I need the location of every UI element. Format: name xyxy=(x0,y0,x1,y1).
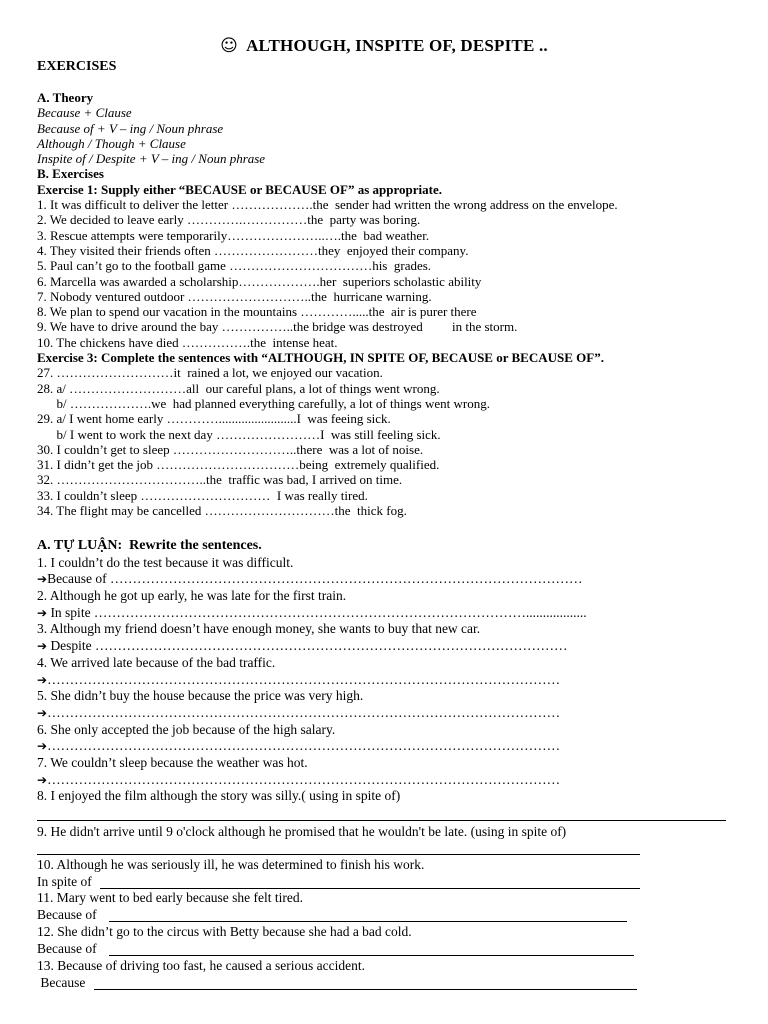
exercises-section-heading: B. Exercises xyxy=(37,166,104,182)
theory-rule: Inspite of / Despite + V – ing / Noun phrase xyxy=(37,151,266,167)
theory-heading: A. Theory xyxy=(37,90,94,105)
exercise1-item: 8. We plan to spend our vacation in the mountains ………….....the air is purer there xyxy=(37,304,477,320)
exercise3-item: 33. I couldn’t sleep ………………………… I was really tired. xyxy=(37,487,368,503)
answer-rule[interactable] xyxy=(100,888,640,889)
exercise1-item: 7. Nobody ventured outdoor ………………………..the hurricane warning. xyxy=(37,288,432,304)
answer-line[interactable] xyxy=(37,605,737,622)
smiley-icon: ☺ xyxy=(220,36,239,56)
rewrite-section-continued xyxy=(37,924,737,957)
answer-prefix: In spite of xyxy=(37,873,92,889)
exercise3-item: 30. I couldn’t get to sleep ………………………..there was a lot of noise. xyxy=(37,441,424,457)
right-arrow-icon: ➔ xyxy=(37,672,48,687)
answer-line[interactable] xyxy=(37,638,737,655)
rewrite-question: 12. She didn’t go to the circus with Betty because she had a bad cold. xyxy=(37,924,412,939)
exercise3-item: 31. I didn’t get the job ……………………………being extremely qualified. xyxy=(37,457,440,473)
rewrite-question: 7. We couldn’t sleep because the weather was hot. xyxy=(37,754,308,770)
rewrite-question: 6. She only accepted the job because of the high salary. xyxy=(37,721,336,737)
exercise1-item: 6. Marcella was awarded a scholarship……………….her superiors scholastic ability xyxy=(37,273,482,289)
title-text: ALTHOUGH, INSPITE OF, DESPITE .. xyxy=(246,36,548,55)
rewrite-question: 13. Because of driving too fast, he caused a serious accident. xyxy=(37,958,366,973)
answer-prefix: Because of xyxy=(37,940,100,956)
answer-rule[interactable] xyxy=(109,921,627,922)
right-arrow-icon: ➔ xyxy=(37,739,48,754)
rewrite-question: 5. She didn’t buy the house because the price was very high. xyxy=(37,688,364,704)
exercise1-item: 2. We decided to leave early ………….……………the party was boring. xyxy=(37,212,421,228)
answer-line[interactable] xyxy=(37,772,737,789)
exercise3-item: b/ ……………….we had planned everything carefully, a lot of things went wrong. xyxy=(37,395,490,411)
answer-text: …………………………………………………………………………………………………… xyxy=(47,738,561,754)
page-title xyxy=(0,36,768,56)
exercise1-item: 10. The chickens have died …………….the intense heat. xyxy=(37,334,338,350)
rewrite-question: 11. Mary went to bed early because she felt tired. xyxy=(37,890,304,905)
right-arrow-icon: ➔ xyxy=(37,572,48,587)
rewrite-question: 3. Although my friend doesn’t have enough money, she wants to buy that new car. xyxy=(37,621,481,637)
exercise3-item: 34. The flight may be cancelled …………………………the thick fog. xyxy=(37,503,407,519)
rewrite-question: 9. He didn't arrive until 9 o'clock although he promised that he wouldn't be late. (using in spite of) xyxy=(37,824,567,839)
theory-and-exercises xyxy=(37,58,737,518)
answer-text: …………………………………………………………………………………………………… xyxy=(47,704,561,720)
exercise3-item: 29. a/ I went home early …………........................I was feeing sick. xyxy=(37,411,391,427)
exercise1-item: 9. We have to drive around the bay ……………..the bridge was destroyed in the storm. xyxy=(37,319,518,335)
exercise3-item: 32. ……………………………..the traffic was bad, I arrived on time. xyxy=(37,472,403,488)
answer-line[interactable] xyxy=(37,738,737,755)
answer-text: Because of …………………………………………………………………………………………… xyxy=(47,571,583,587)
rewrite-question: 1. I couldn’t do the test because it was difficult. xyxy=(37,554,294,570)
answer-rule[interactable] xyxy=(94,989,637,990)
right-arrow-icon: ➔ xyxy=(37,605,48,620)
theory-rule: Because + Clause xyxy=(37,105,132,121)
rewrite-section-continued xyxy=(37,958,737,991)
answer-rule[interactable] xyxy=(37,854,640,855)
answer-line[interactable] xyxy=(37,571,737,588)
exercise3-heading: Exercise 3: Complete the sentences with “ALTHOUGH, IN SPITE OF, BECAUSE or BECAUSE OF”. xyxy=(37,350,604,366)
theory-rule: Because of + V – ing / Noun phrase xyxy=(37,120,224,136)
exercise1-item: 5. Paul can’t go to the football game ……………………………his grades. xyxy=(37,258,432,274)
answer-text: …………………………………………………………………………………………………… xyxy=(47,671,561,687)
exercise1-item: 4. They visited their friends often ……………………they enjoyed their company. xyxy=(37,242,469,258)
right-arrow-icon: ➔ xyxy=(37,639,48,654)
answer-prefix: Because xyxy=(37,974,89,990)
answer-rule[interactable] xyxy=(109,955,634,956)
exercise1-heading: Exercise 1: Supply either “BECAUSE or BECAUSE OF” as appropriate. xyxy=(37,181,442,197)
rewrite-question: 4. We arrived late because of the bad traffic. xyxy=(37,654,276,670)
exercise1-item: 3. Rescue attempts were temporarily…………………..….the bad weather. xyxy=(37,227,430,243)
rewrite-section xyxy=(37,538,737,805)
rewrite-question: 8. I enjoyed the film although the story was silly.( using in spite of) xyxy=(37,788,401,804)
rewrite-question: 10. Although he was seriously ill, he was determined to finish his work. xyxy=(37,857,425,872)
answer-text: Despite …………………………………………………………………………………………… xyxy=(47,638,568,654)
right-arrow-icon: ➔ xyxy=(37,772,48,787)
right-arrow-icon: ➔ xyxy=(37,705,48,720)
answer-rule[interactable] xyxy=(37,820,726,821)
answer-prefix: Because of xyxy=(37,906,100,922)
theory-rule: Although / Though + Clause xyxy=(37,135,186,151)
rewrite-question: 2. Although he got up early, he was late for the first train. xyxy=(37,588,347,604)
rewrite-section-continued xyxy=(37,824,737,841)
exercise1-item: 1. It was difficult to deliver the letter ……………….the sender had written the wrong address on the envelope. xyxy=(37,197,618,213)
exercise3-item: b/ I went to work the next day ……………………I was still feeling sick. xyxy=(37,426,441,442)
exercise3-item: 28. a/ ………………………all our careful plans, a lot of things went wrong. xyxy=(37,380,440,396)
answer-line[interactable] xyxy=(37,672,737,689)
rewrite-section-continued xyxy=(37,890,737,923)
answer-line[interactable] xyxy=(37,705,737,722)
rewrite-heading: A. TỰ LUẬN: Rewrite the sentences. xyxy=(37,538,262,553)
exercises-heading: EXERCISES xyxy=(37,59,117,74)
rewrite-section-continued xyxy=(37,857,737,890)
answer-text: …………………………………………………………………………………………………… xyxy=(47,771,561,787)
answer-text: In spite …………………………………………………………………………………….................. xyxy=(47,604,587,620)
exercise3-item: 27. ………………………it rained a lot, we enjoyed our vacation. xyxy=(37,365,383,381)
